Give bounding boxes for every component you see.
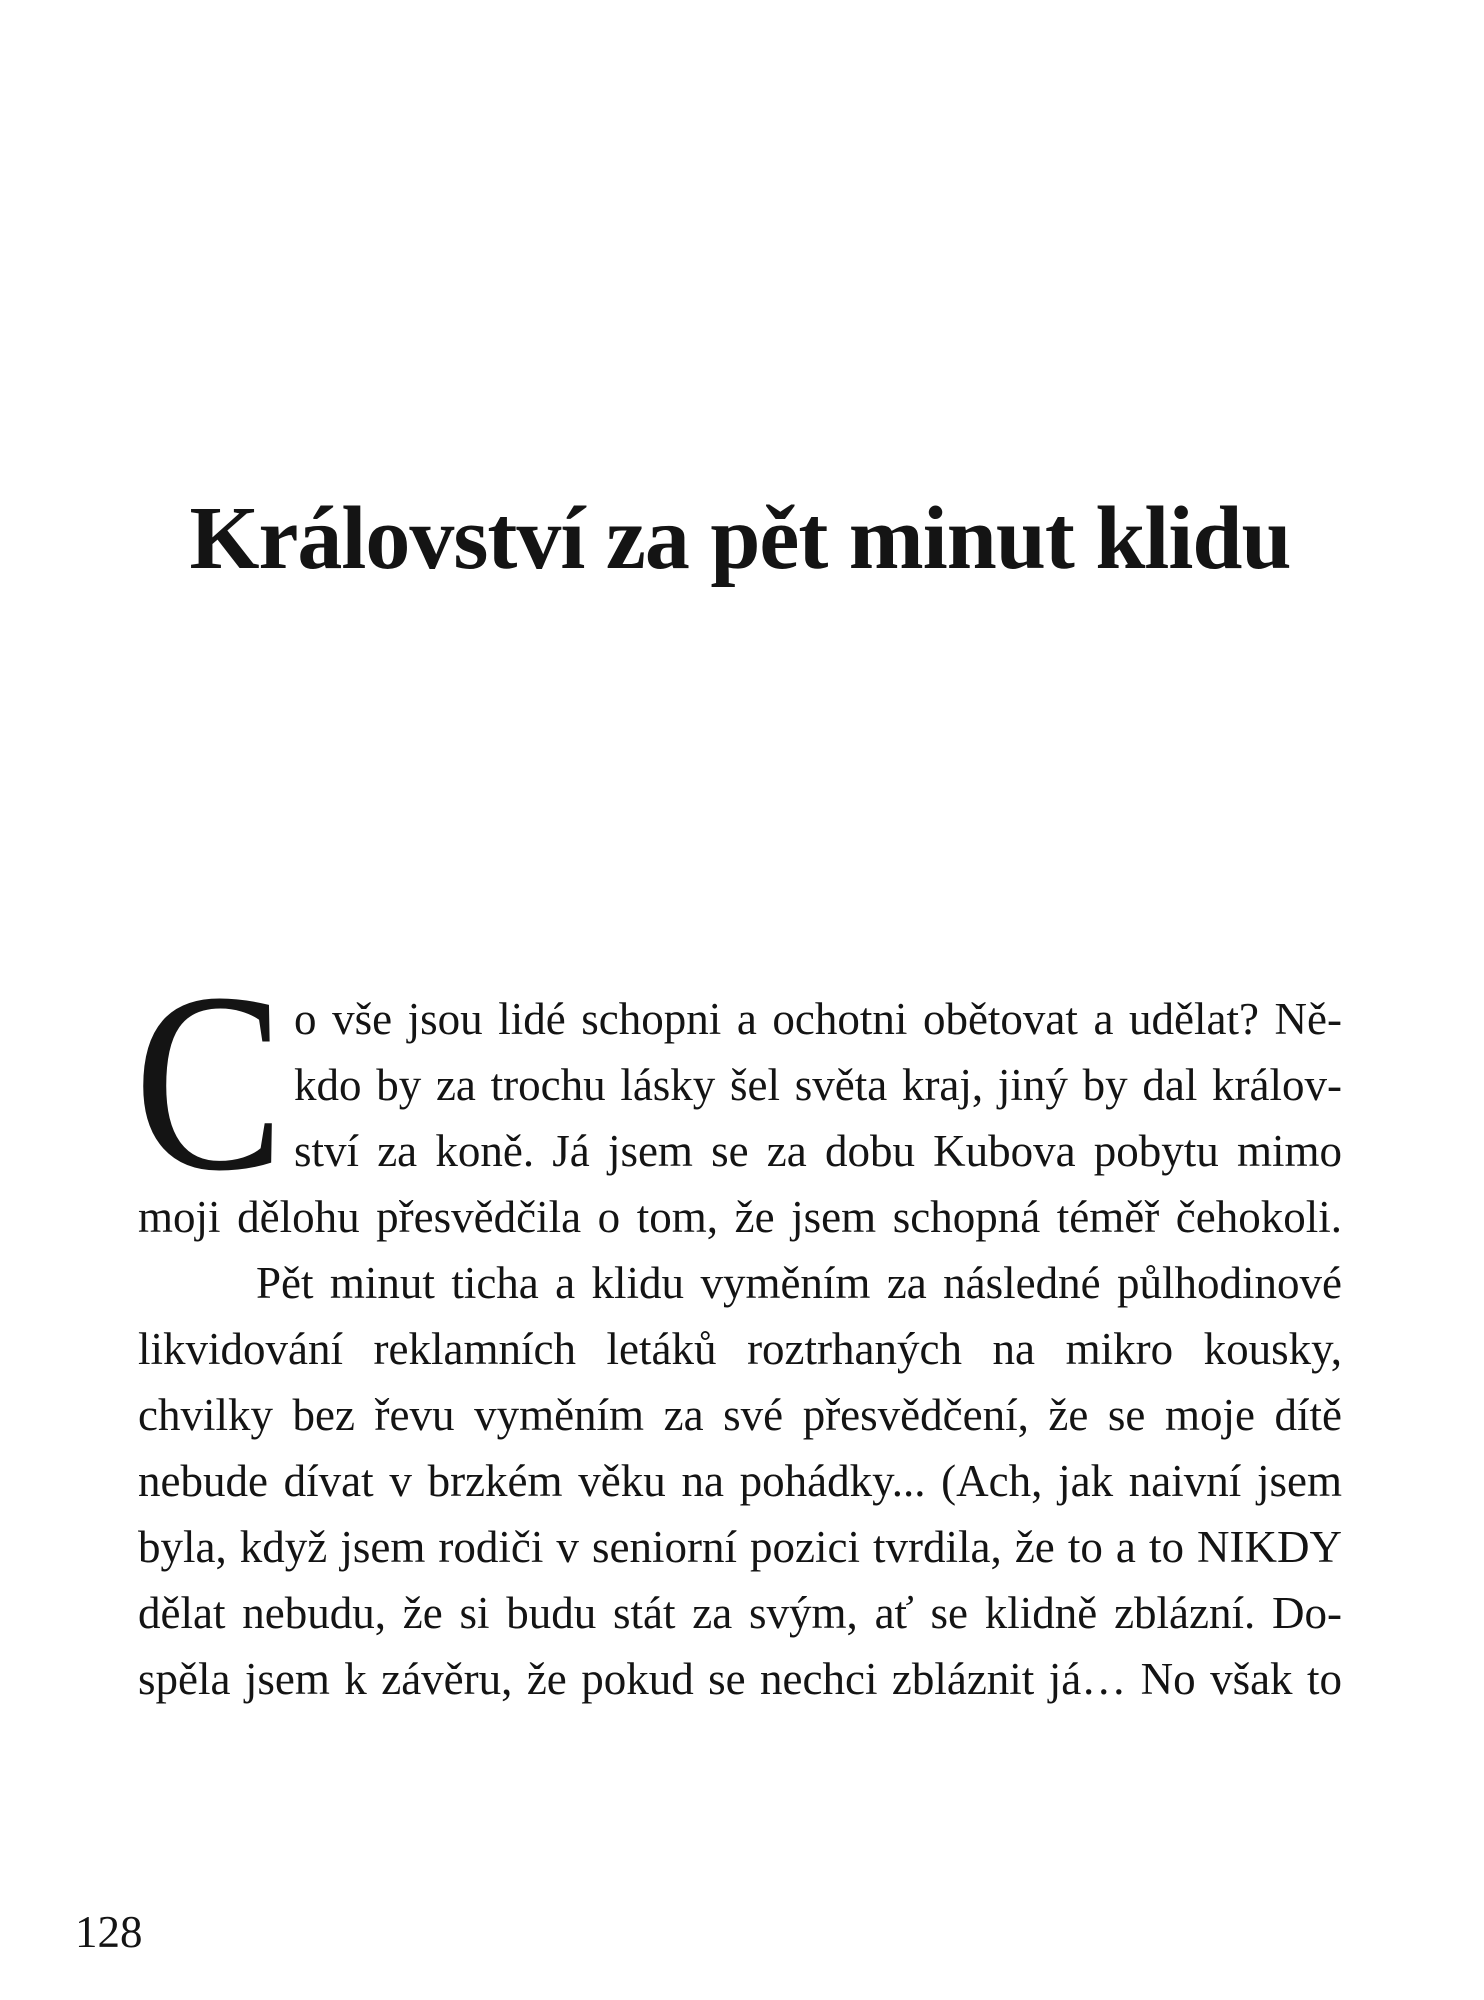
paragraph2-line-2: likvidování reklamních letáků roztrhaných na mikro kousky, [138, 1324, 1342, 1374]
paragraph2-line-4: nebude dívat v brzkém věku na pohádky... (Ach, jak naivní jsem [138, 1456, 1342, 1506]
paragraph1-line-1: o vše jsou lidé schopni a ochotni obětovat a udělat? Ně- [294, 994, 1342, 1044]
paragraph2-line-7: spěla jsem k závěru, že pokud se nechci zbláznit já… No však to [138, 1654, 1342, 1704]
body-text-block [138, 986, 1342, 1712]
paragraph1-line-4: moji dělohu přesvědčila o tom, že jsem schopná téměř čehokoli. [138, 1192, 1342, 1242]
page-number: 128 [75, 1907, 143, 1957]
chapter-title: Království za pět minut klidu [189, 489, 1291, 588]
paragraph1-line-3: ství za koně. Já jsem se za dobu Kubova pobytu mimo [294, 1126, 1342, 1176]
paragraph2-line-1: Pět minut ticha a klidu vyměním za následné půlhodinové [256, 1258, 1342, 1308]
drop-cap-letter: C [134, 941, 285, 1224]
paragraph1-line-2: kdo by za trochu lásky šel světa kraj, jiný by dal králov- [294, 1060, 1342, 1110]
paragraph2-line-3: chvilky bez řevu vyměním za své přesvědčení, že se moje dítě [138, 1390, 1342, 1440]
paragraph2-line-6: dělat nebudu, že si budu stát za svým, ať se klidně zblázní. Do- [138, 1588, 1342, 1638]
paragraph2-line-5: byla, když jsem rodiči v seniorní pozici tvrdila, že to a to NIKDY [138, 1522, 1342, 1572]
